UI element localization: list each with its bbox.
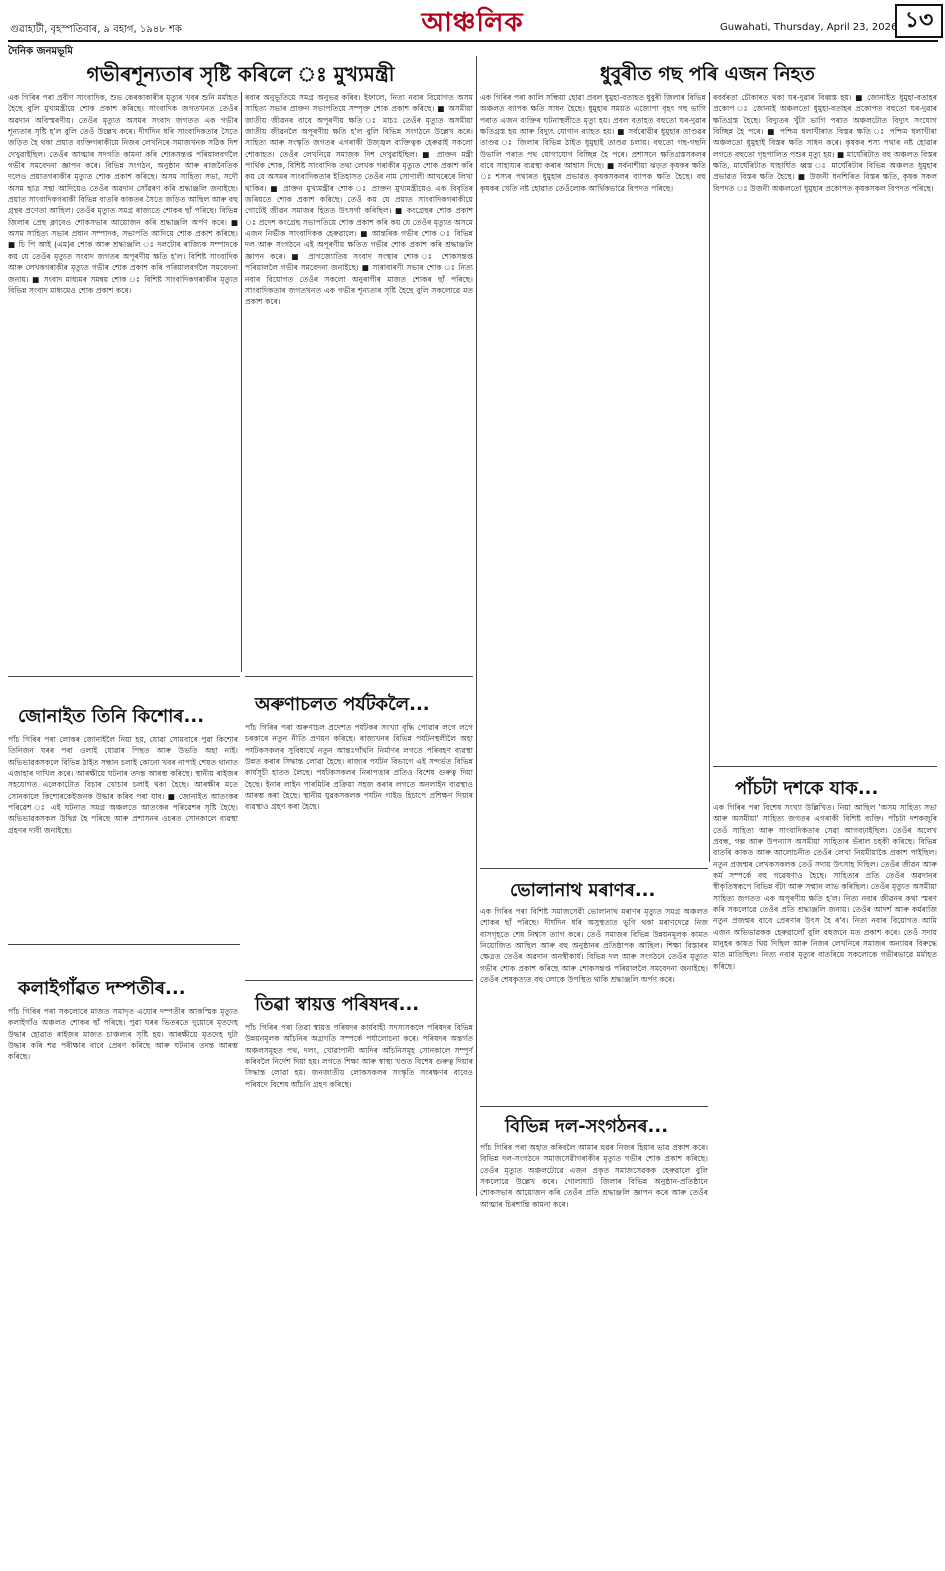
article-a1-col2: ৰবাৰ অনুভূতিয়ে সমগ্ৰ অনুভৱ কৰিব। ইফালে, নিত্য নবাৰ বিয়োগত অসম সাহিত্য সভাৰ প্ৰাক্তন সভাপতিয়ে সম্পৃক্ত শোক প্ৰকাশ কৰিছে। ■ অসমীয়া জাতীয় জীৱনৰ বাবে অপূৰণীয় ক্ষতি ঃ মাচঃ তেওঁৰ মৃত্যুত অসমীয়া জাতীয় জীৱনলৈ অপূৰণীয় ক্ষতি হ'ল বুলি বিভিন্ন সংগঠনে উল্লেখ কৰে। সাহিত্য আৰু সংস্কৃতি জগতৰ এগৰাকী উজ্জ্বল ব্যক্তিত্বক হেৰুৱাই সকলো শোকাহত। তেওঁৰ লেখনিয়ে সমাজক দিশ দেখুৱাইছিল। ■ প্ৰাক্তন মন্ত্ৰী পাৰ্থিক শোক, বিশিষ্ট সাংবাদিক তথা লেখক গৰাকীৰ মৃত্যুত শোক প্ৰকাশ কৰি কয় যে অসমৰ সাংবাদিকতাৰ ইতিহাসত তেওঁৰ নাম সোণালী আখৰেৰে লিখা থাকিব। ■ প্ৰাক্তন মুখ্যমন্ত্ৰীৰ শোক ঃ প্ৰাক্তন মুখ্যমন্ত্ৰীয়েও এক বিবৃতিৰ জৰিয়তে শোক প্ৰকাশ কৰিছে। তেওঁ কয় যে প্ৰয়াত সাংবাদিকগৰাকীয়ে গোটেই জীৱন সমাজৰ হিতত উৎসৰ্গা কৰিছিল। ■ কংগ্ৰেছৰ শোক প্ৰকাশ ঃ প্ৰদেশ কংগ্ৰেছ সভাপতিয়ে শোক প্ৰকাশ কৰি কয় যে তেওঁৰ মৃত্যুত অসমে এজন নিৰ্ভীক সাংবাদিকক হেৰুৱালে। ■ আন্তৰিক গভীৰ শোক ঃ বিভিন্ন দল আৰু সংগঠনে এই অপূৰণীয় ক্ষতিত গভীৰ শোক প্ৰকাশ কৰি শ্ৰদ্ধাঞ্জলি জ্ঞাপন কৰে। ■ প্ৰাগজ্যোতিষ সংবাদ সংস্থাৰ শোক ঃ শোকসন্তপ্ত পৰিয়াললৈ গভীৰ সমবেদনা জনাইছে। ■ সাৰাবাৰণী সভাৰ শোক ঃ নিত্য নবাৰ বিয়োগত তেওঁৰ সকলো অনুৰাগীৰ মাজত শোকৰ ছাঁ পৰিছে। সাংবাদিকতাৰ জগতখনত এক গভীৰ শূন্যতাৰ সৃষ্টি হৈছে বুলি সকলোৱে মত প্ৰকাশ কৰে। — [245, 93, 473, 307]
article-a2: পাঁচ গিৰিৰ পৰা লোকৰ জোনাইলৈ নিয়া হয়, যোৱা সোমবাৰে পুৱা কিশোৰ তিনিজন ঘৰৰ পৰা ওলাই যোৱাৰ পিছত আৰু উভতি অহা নাই। অভিভাৱকসকলে বিভিন্ন ঠাইত সন্ধান চলাই কোনো খবৰ নাপাই শেষত থানাত এজাহাৰ দাখিল কৰে। আৰক্ষীয়ে ঘটনাৰ তদন্ত আৰম্ভ কৰিছে। স্থানীয় ৰাইজৰ সহযোগত এলেকাটোত বিচাৰ খোচাৰ চলাই থকা হৈছে। আৰক্ষীৰ মতে সোনকালে কিশোৰকেইজনক উদ্ধাৰ কৰিব পৰা যাব। ■ জোনাইত আতংকৰ পৰিৱেশ ঃ এই ঘটনাত সমগ্ৰ অঞ্চলতে আতংকৰ পৰিৱেশৰ সৃষ্টি হৈছে। অভিভাৱকসকল উদ্বিগ্ন হৈ পৰিছে আৰু প্ৰশাসনৰ ওচৰত সোনকালে ব্যৱস্থা গ্ৰহণৰ দাবী জনাইছে। — [8, 735, 238, 835]
headline-jonai: জোনাইত তিনি কিশোৰ... — [18, 706, 205, 727]
article-a7: এক গিৰিৰ পৰা বিশিষ্ট সমাজসেৱী ভোলানাথ মৰাণৰ মৃত্যুত সমগ্ৰ অঞ্চলত শোকৰ ছাঁ পৰিছে। দীৰ্ঘদিন ধৰি অসুস্থতাত ভুগি থকা মৰাণদেৱে নিজ বাসগৃহতে শেষ নিশ্বাস ত্যাগ কৰে। তেওঁ সমাজৰ বিভিন্ন উন্নয়নমূলক কামত নিয়োজিত আছিল আৰু বহু অনুষ্ঠানৰ প্ৰতিষ্ঠাপক আছিল। শিক্ষা বিস্তাৰৰ ক্ষেত্ৰত তেওঁৰ অৱদান অনস্বীকাৰ্য। বিভিন্ন দল আৰু সংগঠনে তেওঁৰ মৃত্যুত গভীৰ শোক প্ৰকাশ কৰিছে আৰু শোকসন্তপ্ত পৰিয়াললৈ সমবেদনা জনাইছে। তেওঁৰ শেষকৃত্যত বহু লোকে উপস্থিত থাকি শ্ৰদ্ধাঞ্জলি অৰ্পণ কৰে। — [480, 907, 708, 985]
headline-dhubri: ধুবুৰীত গছ পৰি এজন নিহত — [600, 63, 815, 85]
section-divider — [245, 980, 473, 981]
section-divider — [245, 676, 473, 677]
article-a9: এক গিৰিৰ পৰা বিশেষ সংখ্যা উল্লিখিত। নিয়া আছিল 'অসম সাহিত্য সভা আৰু অসমীয়া' সাহিত্য জগতৰ এগৰাকী বিশিষ্ট ব্যক্তি। পাঁচটা দশকজুৰি তেওঁ সাহিত্য আৰু সাংবাদিকতাৰ সেৱা আগবঢ়াইছিল। তেওঁৰ অলেখ প্ৰবন্ধ, গল্প আৰু উপন্যাস অসমীয়া সাহিত্যৰ ভঁৰাল চহকী কৰিছে। বিভিন্ন বাতৰি কাকত আৰু আলোচনীত তেওঁৰ লেখা নিয়মীয়াকৈ প্ৰকাশ পাইছিল। নতুন প্ৰজন্মৰ লেখকসকলক তেওঁ সদায় উৎসাহ দিছিল। তেওঁৰ জীৱন আৰু কৰ্ম সম্পৰ্কে বহু গৱেষণাও হৈছে। সাহিত্যৰ প্ৰতি তেওঁৰ অৱদানৰ স্বীকৃতিস্বৰূপে বিভিন্ন বঁটা আৰু সন্মান লাভ কৰিছিল। তেওঁৰ মৃত্যুত অসমীয়া সাহিত্য জগতত এক অপূৰণীয় ক্ষতি হ'ল। নিত্য নবাৰ জীৱনৰ কথা স্মৰণ কৰি সকলোৱে তেওঁৰ প্ৰতি শ্ৰদ্ধাঞ্জলি জনায়। তেওঁৰ আদৰ্শ আৰু কৰ্মৰাজি নতুন প্ৰজন্মৰ বাবে প্ৰেৰণাৰ উৎস হৈ ৰ'ব। নিত্য নবাৰ বিয়োগত আমি এজন অভিভাৱকক হেৰুৱালোঁ বুলি বহুজনে মত প্ৰকাশ কৰে। তেওঁ সদায় মানুহৰ কাষত থিয় দিছিল আৰু নিজৰ লেখনিৰে সমাজৰ অন্যায়ৰ বিৰুদ্ধে মাত মাতিছিল। নিত্য নবাৰ মৃত্যুৰ বাতৰিয়ে সকলোকে গভীৰভাৱে মৰ্মাহত কৰিছে। — [713, 803, 937, 971]
article-a5: পাঁচ গিৰিৰ পৰা তিৱা স্বায়ত্ত পৰিষদৰ কাৰ্যবাহী সদস্যসকলে পৰিষদৰ বিভিন্ন উন্নয়নমূলক আঁচনিৰ অগ্ৰগতি সম্পৰ্কে পৰ্যালোচনা কৰে। পৰিষদৰ অন্তৰ্গত অঞ্চলসমূহত পথ, দলং, খোৱাপানী আদিৰ আঁচনিসমূহ সোনকালে সম্পূৰ্ণ কৰিবলৈ নিৰ্দেশ দিয়া হয়। লগতে শিক্ষা আৰু স্বাস্থ্য খণ্ডত বিশেষ গুৰুত্ব দিয়াৰ সিদ্ধান্ত লোৱা হয়। জনজাতীয় লোকসকলৰ সংস্কৃতি সংৰক্ষণৰ বাবেও পৰিষদে বিশেষ আঁচনি গ্ৰহণ কৰিছে। — [245, 1023, 473, 1089]
newspaper-logo: আঞ্চলিক — [421, 8, 524, 38]
column-divider — [241, 92, 242, 672]
section-divider — [480, 868, 708, 869]
article-a1-col1: এক গিৰিৰ পৰা প্ৰবীণ সাংবাদিক, শুভ কেৰকাকাৰীৰ মৃত্যুৰ খবৰ শুনি মৰ্মাহত হৈছে বুলি মুখ্যমন্ত্ৰীয়ে শোক প্ৰকাশ কৰিছে। সাংবাদিক জগতখনত তেওঁৰ অৱদান অবিস্মৰণীয়। তেওঁৰ মৃত্যুত অসমৰ সংবাদ জগতত এক গভীৰ শূন্যতাৰ সৃষ্টি হ'ল বুলি তেওঁ উল্লেখ কৰে। দীৰ্ঘদিন ধৰি সাংবাদিকতাৰ সৈতে জড়িত হৈ থকা প্ৰয়াত ব্যক্তিগৰাকীয়ে নিজৰ লেখনিৰে সমাজখনক সঠিক দিশ দেখুৱাইছিল। তেওঁৰ আত্মাৰ সদগতি কামনা কৰি শোকসন্তপ্ত পৰিয়ালবৰ্গলৈ গভীৰ সমবেদনা জ্ঞাপন কৰে। বিভিন্ন সংগঠন, অনুষ্ঠান আৰু ৰাজনৈতিক দলেও প্ৰয়াতগৰাকীৰ মৃত্যুত শোক প্ৰকাশ কৰিছে। অসম সাহিত্য সভা, সদৌ অসম ছাত্ৰ সন্থা আদিয়েও তেওঁৰ অৱদান সোঁৱৰণ কৰি শ্ৰদ্ধাঞ্জলি জনাইছে। প্ৰয়াত সাংবাদিকগৰাকী বিভিন্ন বাতৰি কাকতৰ সৈতে জড়িত আছিল আৰু বহু গ্ৰন্থৰ প্ৰণেতা আছিল। তেওঁৰ মৃত্যুত সমগ্ৰ ৰাজ্যতে শোকৰ ছাঁ পৰিছে। বিভিন্ন জিলাৰ প্ৰেছ ক্লাবেও শোকসভাৰ আয়োজন কৰি শ্ৰদ্ধাঞ্জলি অৰ্পণ কৰে। ■ অসম সাহিত্য সভাৰ প্ৰধান সম্পাদক, সভাপতি আদিয়ে শোক প্ৰকাশ কৰিছে। ■ চি পি আই (এম)ৰ শোক আৰু শ্ৰদ্ধাঞ্জলি ঃ দলটোৰ ৰাজ্যিক সম্পাদকে কয় যে তেওঁৰ মৃত্যুত সংবাদ জগতৰ অপূৰণীয় ক্ষতি হ'ল। বিশিষ্ট সাংবাদিক আৰু লেখকগৰাকীৰ মৃত্যুত গভীৰ শোক প্ৰকাশ কৰি পৰিয়ালবৰ্গলৈ সমবেদনা জনায়। ■ সংবাদ মাধ্যমৰ সমন্বয় শোক ঃ বিশিষ্ট সাংবাদিকগৰাকীৰ মৃত্যুত বিভিন্ন সংবাদ মাধ্যমেও শোক প্ৰকাশ কৰে। — [8, 93, 238, 295]
page-number: ১৩ — [895, 4, 943, 38]
article-a6-col2: ৰবৰ্বৰতা চৌকাৰত থকা ঘৰ-দুৱাৰ বিধ্বস্ত হয়। ■ জোনাইত ধুমুহা-বতাহৰ প্ৰকোপ ঃ জোনাই অঞ্চলতো ধুমুহা-বতাহৰ প্ৰকোপত বহুতো ঘৰ-দুৱাৰ ক্ষতিগ্ৰস্ত হৈছে। বিদ্যুতৰ খুঁটা ভাগি পৰাত অঞ্চলটোত বিদ্যুৎ সংযোগ বিচ্ছিন্ন হৈ পৰে। ■ পশ্চিম ধলাখীৰাত বিস্তৰ ক্ষতি ঃ পশ্চিম ধলাখীৰা অঞ্চলতো ধুমুহাই বিস্তৰ ক্ষতি সাধন কৰে। কৃষকৰ শস্য পথাৰ নষ্ট হোৱাৰ লগতে বহুতো গৃহপালিত পশুৰ মৃত্যু হয়। ■ মাৰ্ঘেৰিটাত বহু অঞ্চলত বিস্তৰ ক্ষতি, মাৰ্ঘেৰিটাত ঘাহাৰ্ঘিত ধ্বস্ত ঃ মাৰ্ঘেৰিটাৰ বিভিন্ন অঞ্চলত ধুমুহাৰ প্ৰভাৱত বিস্তৰ ক্ষতি হৈছে। ■ উজনী ধনশিৰিত বিস্তৰ ক্ষতি, কৃষক সকল বিপদত ঃ উজনী অঞ্চলতো ধুমুহাৰ প্ৰকোপত কৃষকসকল বিপদত পৰিছে। — [713, 93, 937, 193]
section-divider — [8, 944, 240, 945]
article-a6-col1: এক গিৰিৰ পৰা কালি সন্ধিয়া হোৱা প্ৰবল ধুমুহা-বতাহত ধুবুৰী জিলাৰ বিভিন্ন অঞ্চলত ব্যাপক ক্ষতি সাধন হৈছে। ধুমুহাৰ সময়ত এজোপা বৃহৎ গছ ভাগি পৰাত এজন ব্যক্তিৰ ঘটনাস্থলীতে মৃত্যু হয়। প্ৰবল বতাহত বহুতো ঘৰ-দুৱাৰ ক্ষতিগ্ৰস্ত হয় আৰু বিদ্যুৎ যোগান ব্যাহত হয়। ■ সৰ্বৰোৱীৰ ধুমুহাৰ তাণ্ডৱৰ তাণ্ডৱ ঃ জিলাৰ বিভিন্ন ঠাইত ধুমুহাই তাণ্ডৱ চলায়। বহুতো গছ-গছনি উভালি পৰাত পথ যোগাযোগ বিচ্ছিন্ন হৈ পৰে। প্ৰশাসনে ক্ষতিগ্ৰস্তসকলৰ বাবে সাহায্যৰ ব্যৱস্থা কৰাৰ আশ্বাস দিছে। ■ সৰ্বনাশীয়া ঝড়ত কৃষকৰ ক্ষতি ঃ শস্যৰ পথাৰত ধুমুহাৰ প্ৰভাৱত কৃষকসকলৰ ব্যাপক ক্ষতি হৈছে। বহু কৃষকৰ খেতি নষ্ট হোৱাত তেওঁলোক আৰ্থিকভাৱে বিপদত পৰিছে। — [480, 93, 706, 193]
headline-arunachal: অৰুণাচলত পৰ্যটকলৈ... — [255, 694, 430, 715]
headline-kalaigaon: কলাইগাঁৱত দম্পতীৰ... — [18, 978, 186, 999]
masthead-rule — [8, 40, 938, 42]
article-a3: পাঁচ গিৰিৰ পৰা সকলোৰে মাজত সমাদৃত এযোৰ দম্পতীৰ আকস্মিক মৃত্যুত কলাইগাঁও অঞ্চলত শোকৰ ছাঁ পৰিছে। পুৱা ঘৰৰ ভিতৰতে দুয়োৰে মৃতদেহ উদ্ধাৰ হোৱাত ৰাইজৰ মাজত চাঞ্চল্যৰ সৃষ্টি হয়। আৰক্ষীয়ে মৃতদেহ দুটা উদ্ধাৰ কৰি শৱ পৰীক্ষাৰ বাবে প্ৰেৰণ কৰিছে আৰু ঘটনাৰ তদন্ত আৰম্ভ কৰিছে। — [8, 1007, 238, 1062]
section-divider — [480, 1106, 708, 1107]
headline-bholanath: ভোলানাথ মৰাণৰ... — [510, 880, 656, 901]
article-a8: পাঁচ গিৰিৰ পৰা অহাত কৰিবলৈ আমাৰ হুৱৰ নিজৰ হিয়াৰ ভাৱ প্ৰকাশ কৰে। বিভিন্ন দল-সংগঠনে সমাজসেৱীগৰাকীৰ মৃত্যুত গভীৰ শোক প্ৰকাশ কৰিছে। তেওঁৰ মৃত্যুত অঞ্চলটোৱে এজন প্ৰকৃত সমাজসেৱকক হেৰুৱালে বুলি সকলোৱে উল্লেখ কৰে। গোলাঘাট জিলাৰ বিভিন্ন অনুষ্ঠান-প্ৰতিষ্ঠানে শোকসভাৰ আয়োজন কৰি তেওঁৰ প্ৰতি শ্ৰদ্ধাঞ্জলি জ্ঞাপন কৰে আৰু তেওঁৰ আত্মাৰ চিৰশান্তি কামনা কৰে। — [480, 1143, 708, 1209]
headline-bibhinna: বিভিন্ন দল-সংগঠনৰ... — [505, 1116, 669, 1137]
column-divider — [709, 92, 710, 862]
headline-chief-minister: গভীৰশূন্যতাৰ সৃষ্টি কৰিলে ঃ মুখ্যমন্ত্ৰী — [86, 62, 395, 86]
english-date: Guwahati, Thursday, April 23, 2026 — [720, 22, 898, 33]
masthead — [0, 0, 945, 44]
section-divider — [713, 766, 937, 767]
local-date: গুৱাহাটী, বৃহস্পতিবাৰ, ৯ বহাগ, ১৯৪৮ শক — [10, 24, 182, 35]
brand-name: দৈনিক জনমভূমি — [8, 46, 73, 57]
center-divider — [476, 56, 477, 1196]
headline-tiwa: তিৱা স্বায়ত্ত পৰিষদৰ... — [255, 994, 420, 1015]
article-a4: পাঁচ গিৰিৰ পৰা অৰুণাচল প্ৰদেশত পৰ্যটকৰ সংখ্যা বৃদ্ধি পোৱাৰ লগে লগে চৰকাৰে নতুন নীতি প্ৰণয়ন কৰিছে। ৰাজ্যখনৰ বিভিন্ন পৰ্যটনস্থলীলৈ অহা পৰ্যটকসকলৰ সুবিধাৰ্থে নতুন আন্তঃগাঁথনি নিৰ্মাণৰ লগতে পৰিবহণ ব্যৱস্থা উন্নত কৰাৰ সিদ্ধান্ত লোৱা হৈছে। ৰাজ্যৰ পৰ্যটন বিভাগে এই সন্দৰ্ভত বিভিন্ন কাৰ্যসূচী হাতত লৈছে। পৰ্যটকসকলৰ নিৰাপত্তাৰ প্ৰতিও বিশেষ গুৰুত্ব দিয়া হৈছে। ইনাৰ লাইন পাৰমিটৰ প্ৰক্ৰিয়া সহজ কৰাৰ লগতে অনলাইন ব্যৱস্থাও আৰম্ভ কৰা হৈছে। স্থানীয় যুৱকসকলক পৰ্যটন গাইড হিচাপে প্ৰশিক্ষণ দিয়াৰ ব্যৱস্থাও গ্ৰহণ কৰা হৈছে। — [245, 723, 473, 812]
headline-panchta: পাঁচটা দশকে যাক... — [735, 778, 879, 799]
section-divider — [8, 676, 240, 677]
